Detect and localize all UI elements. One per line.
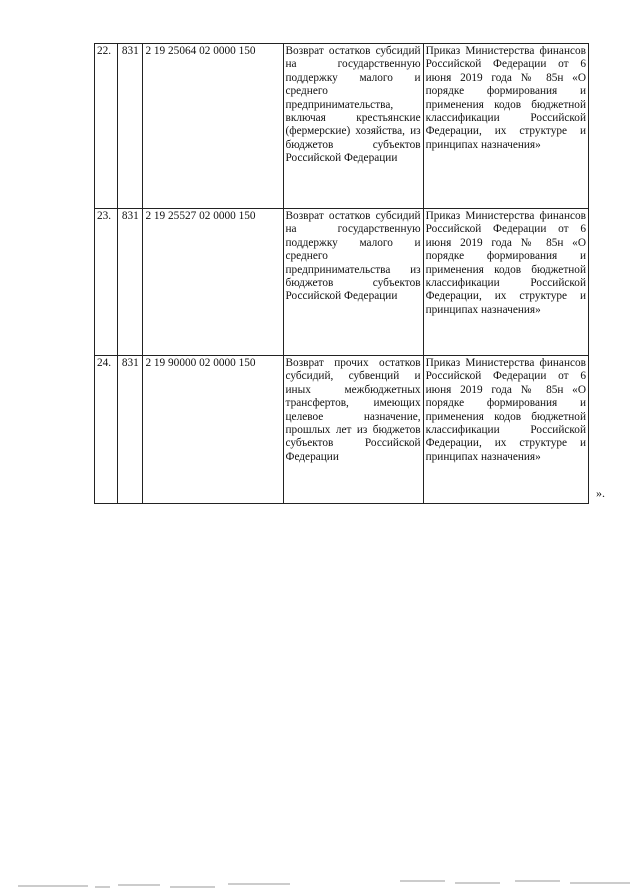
table-row — [95, 356, 589, 504]
legal-basis-cell: Приказ Министерства финансов Российской Федерации от 6 июня 2019 года № 85н «О порядке формирования и применения кодов бюджетной классификации Российской Федерации, их структуре и принципах назначения» — [423, 209, 588, 356]
budget-code-cell: 2 19 90000 02 0000 150 — [143, 356, 283, 504]
administrator-code-cell: 831 — [118, 209, 143, 356]
row-number-cell: 24. — [95, 356, 118, 504]
revenue-name-cell: Возврат остатков субсидий на государственную поддержку малого и среднего предпринимательства из бюджетов субъектов Российской Федерации — [283, 209, 423, 356]
budget-code-cell: 2 19 25064 02 0000 150 — [143, 44, 283, 209]
revenue-name-cell: Возврат прочих остатков субсидий, субвенций и иных межбюджетных трансфертов, имеющих целевое назначение, прошлых лет из бюджетов субъектов Российской Федерации — [283, 356, 423, 504]
legal-basis-cell: Приказ Министерства финансов Российской Федерации от 6 июня 2019 года № 85н «О порядке формирования и применения кодов бюджетной классификации Российской Федерации, их структуре и принципах назначения» — [423, 44, 588, 209]
legal-basis-cell: Приказ Министерства финансов Российской Федерации от 6 июня 2019 года № 85н «О порядке формирования и применения кодов бюджетной классификации Российской Федерации, их структуре и принципах назначения» — [423, 356, 588, 504]
revenue-name-cell: Возврат остатков субсидий на государственную поддержку малого и среднего предпринимательства, включая крестьянские (фермерские) хозяйства, из бюджетов субъектов Российской Федерации — [283, 44, 423, 209]
administrator-code-cell: 831 — [118, 356, 143, 504]
closing-quote-mark: ». — [596, 486, 605, 500]
row-number-cell: 22. — [95, 44, 118, 209]
table-row — [95, 209, 589, 356]
table-row — [95, 44, 589, 209]
scan-artifact-marks — [0, 872, 640, 892]
budget-code-cell: 2 19 25527 02 0000 150 — [143, 209, 283, 356]
budget-revenue-table — [94, 43, 589, 504]
row-number-cell: 23. — [95, 209, 118, 356]
administrator-code-cell: 831 — [118, 44, 143, 209]
